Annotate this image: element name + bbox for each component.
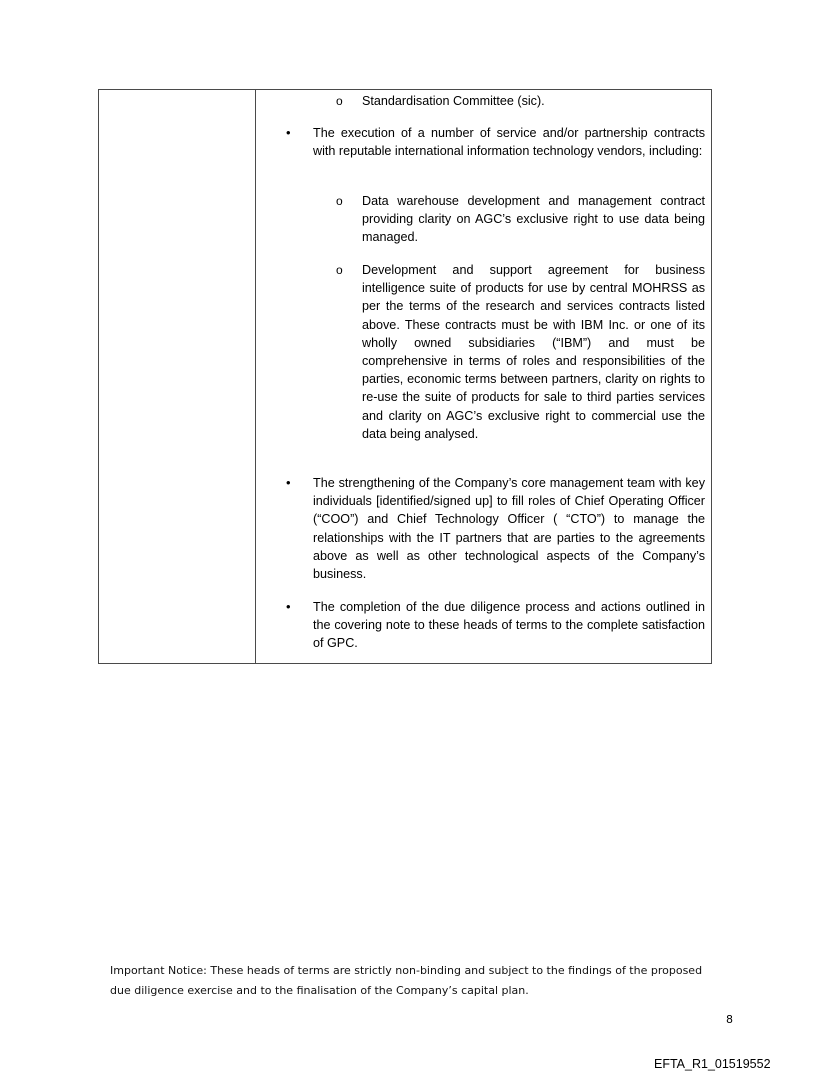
list-item-sub-business-intelligence: Development and support agreement for business intelligence suite of products for use by central MOHRSS as per the terms of the research and services contracts listed above. These contracts must be with IBM Inc. or one of its wholly owned subsidiaries (“IBM”) and must be comprehensive in terms of roles and responsibilities of the parties, economic terms between partners, clarity on rights to re-use the suite of products for sale to third parties services and clarity on AGC’s exclusive right to commercial use the data being analysed.: [362, 263, 705, 441]
list-item-sub-data-warehouse: Data warehouse development and management contract providing clarity on AGC’s exclusive right to use data being managed.: [362, 194, 705, 245]
list-item-service-contracts: The execution of a number of service and/or partnership contracts with reputable international information technology vendors, including:: [313, 126, 705, 159]
page-number: 8: [726, 1013, 733, 1026]
terms-table: [98, 89, 712, 664]
important-notice: Important Notice: These heads of terms are strictly non-binding and subject to the findings of the proposed due diligence exercise and to the finalisation of the Company’s capital plan.: [110, 964, 703, 997]
bullet-marker: •: [286, 599, 291, 614]
list-item-due-diligence: The completion of the due diligence process and actions outlined in the covering note to these heads of terms to the complete satisfaction of GPC.: [313, 600, 705, 651]
conditions-cell: [256, 90, 711, 663]
bullet-marker: •: [286, 125, 291, 140]
sub-bullet-marker: o: [336, 94, 343, 108]
sub-bullet-marker: o: [336, 263, 343, 277]
sub-bullet-marker: o: [336, 194, 343, 208]
bullet-marker: •: [286, 475, 291, 490]
list-item-sub-standardisation: Standardisation Committee (sic).: [362, 94, 545, 108]
list-item-management-team: The strengthening of the Company’s core management team with key individuals [identified/signed up] to fill roles of Chief Operating Officer (“COO”) and Chief Technology Officer ( “CTO”) to manage the relationships with the IT partners that are parties to the agreements above as well as other technological aspects of the Company’s business.: [313, 476, 705, 582]
document-id: EFTA_R1_01519552: [654, 1057, 771, 1071]
